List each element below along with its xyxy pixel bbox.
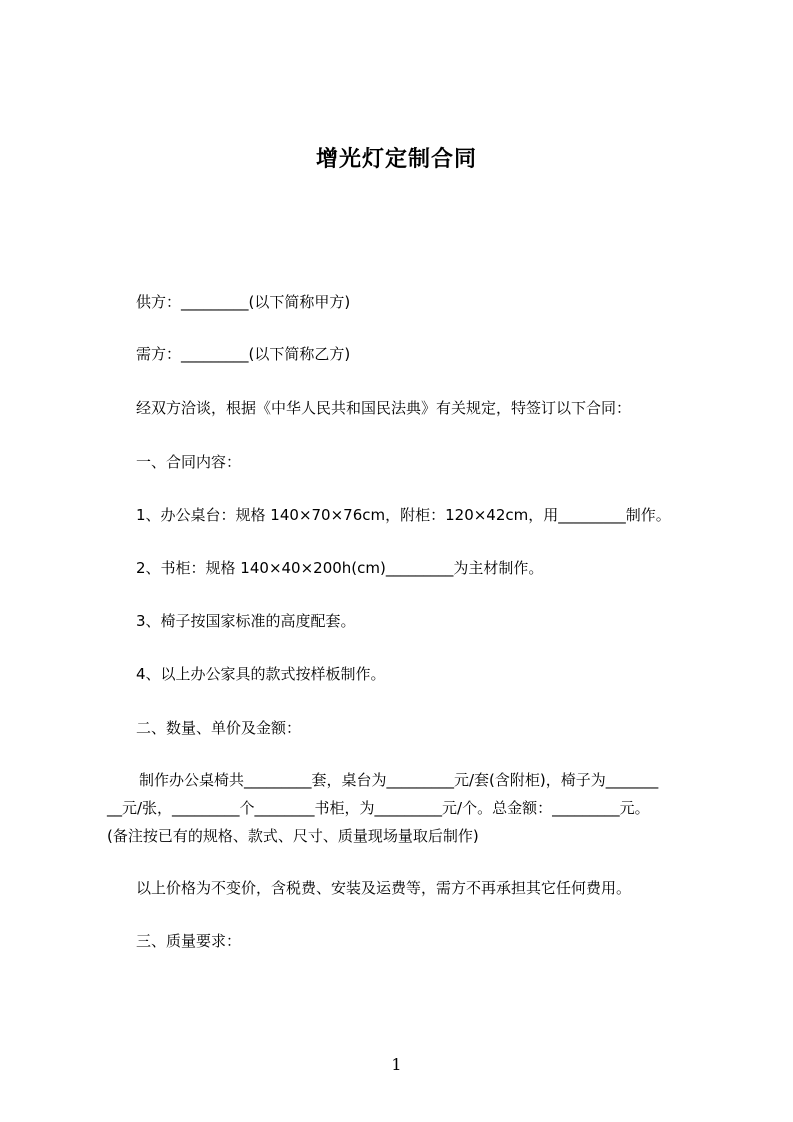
contract-item-2: 2、书柜：规格 140×40×200h(cm)_________为主材制作。 [136,559,544,577]
document-title: 增光灯定制合同 [315,147,477,172]
buyer-line: 需方：_________(以下简称乙方) [136,345,351,363]
contract-item-4: 4、以上办公家具的款式按样板制作。 [136,665,386,683]
quantity-paragraph [107,766,707,850]
supplier-line: 供方：_________(以下简称甲方) [136,293,351,311]
section2-heading: 二、数量、单价及金额： [136,719,302,737]
quantity-line-1: 制作办公桌椅共_________套，桌台为_________元/套(含附柜)，椅子为_______ [139,771,659,789]
page-number: 1 [391,1055,402,1074]
contract-item-1: 1、办公桌台：规格 140×70×76cm，附柜：120×42cm，用_________制作。 [136,506,671,524]
contract-item-3: 3、椅子按国家标准的高度配套。 [136,612,356,630]
preamble-text: 经双方洽谈，根据《中华人民共和国民法典》有关规定，特签订以下合同： [136,399,632,417]
quantity-line-2: __元/张，_________个________书柜，为_________元/个。总金额：_________元。 [107,799,650,817]
quantity-line-3: (备注按已有的规格、款式、尺寸、质量现场量取后制作) [107,827,479,845]
section3-heading: 三、质量要求： [136,932,242,950]
section1-heading: 一、合同内容： [136,453,242,471]
price-note: 以上价格为不变价，含税费、安装及运费等，需方不再承担其它任何费用。 [136,879,632,897]
